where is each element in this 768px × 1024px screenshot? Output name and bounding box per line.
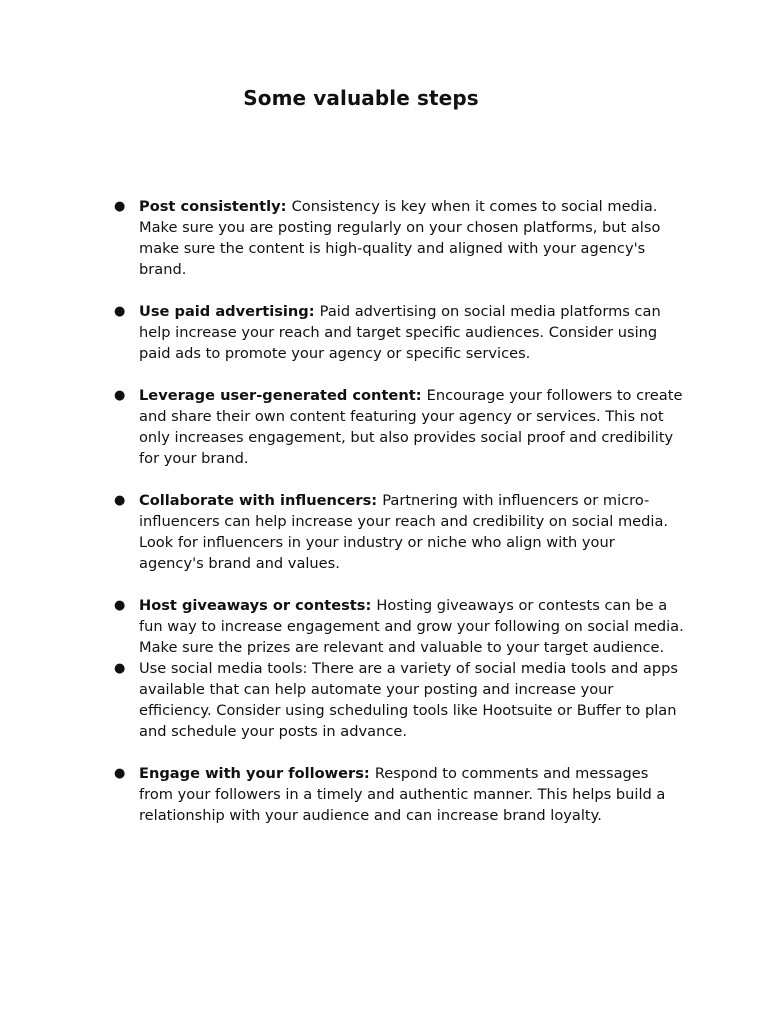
bullet-icon: ●: [114, 304, 126, 319]
bullet-icon: ●: [114, 766, 126, 781]
list-item: [114, 385, 684, 469]
step-text: Consistency is key when it comes to social media. Make sure you are posting regularly on your chosen platforms, but also make sure the content is high-quality and aligned with your agency's brand.: [139, 198, 661, 278]
step-heading: Engage with your followers:: [139, 765, 375, 782]
list-item: [114, 763, 684, 826]
steps-list: [114, 196, 684, 847]
step-heading: Leverage user-generated content:: [139, 387, 427, 404]
step-heading: Collaborate with influencers:: [139, 492, 383, 509]
bullet-icon: ●: [114, 493, 126, 508]
step-heading: Host giveaways or contests:: [139, 597, 377, 614]
bullet-icon: ●: [114, 661, 126, 676]
step-text: Use social media tools: There are a variety of social media tools and apps available that can help automate your posting and increase your efficiency. Consider using scheduling tools like Hootsuite or Buffer to plan and schedule your posts in advance.: [139, 660, 678, 740]
step-text: Respond to comments and messages from your followers in a timely and authentic manner. This helps build a relationship with your audience and can increase brand loyalty.: [139, 765, 666, 824]
list-item: [114, 196, 684, 280]
page-title: Some valuable steps: [243, 86, 479, 110]
list-item: [114, 301, 684, 364]
step-heading: Use paid advertising:: [139, 303, 320, 320]
list-item: [114, 490, 684, 574]
bullet-icon: ●: [114, 199, 126, 214]
list-item: [114, 595, 684, 658]
step-heading: Post consistently:: [139, 198, 292, 215]
bullet-icon: ●: [114, 598, 126, 613]
step-text: Hosting giveaways or contests can be a fun way to increase engagement and grow your following on social media. Make sure the prizes are relevant and valuable to your target audience.: [139, 597, 684, 656]
step-text: Partnering with influencers or micro-influencers can help increase your reach and credibility on social media. Look for influencers in your industry or niche who align with your agency's brand and values.: [139, 492, 669, 572]
step-text: Encourage your followers to create and share their own content featuring your agency or services. This not only increases engagement, but also provides social proof and credibility for your brand.: [139, 387, 683, 467]
step-text: Paid advertising on social media platforms can help increase your reach and target specific audiences. Consider using paid ads to promote your agency or specific services.: [139, 303, 661, 362]
list-item: [114, 658, 684, 742]
bullet-icon: ●: [114, 388, 126, 403]
